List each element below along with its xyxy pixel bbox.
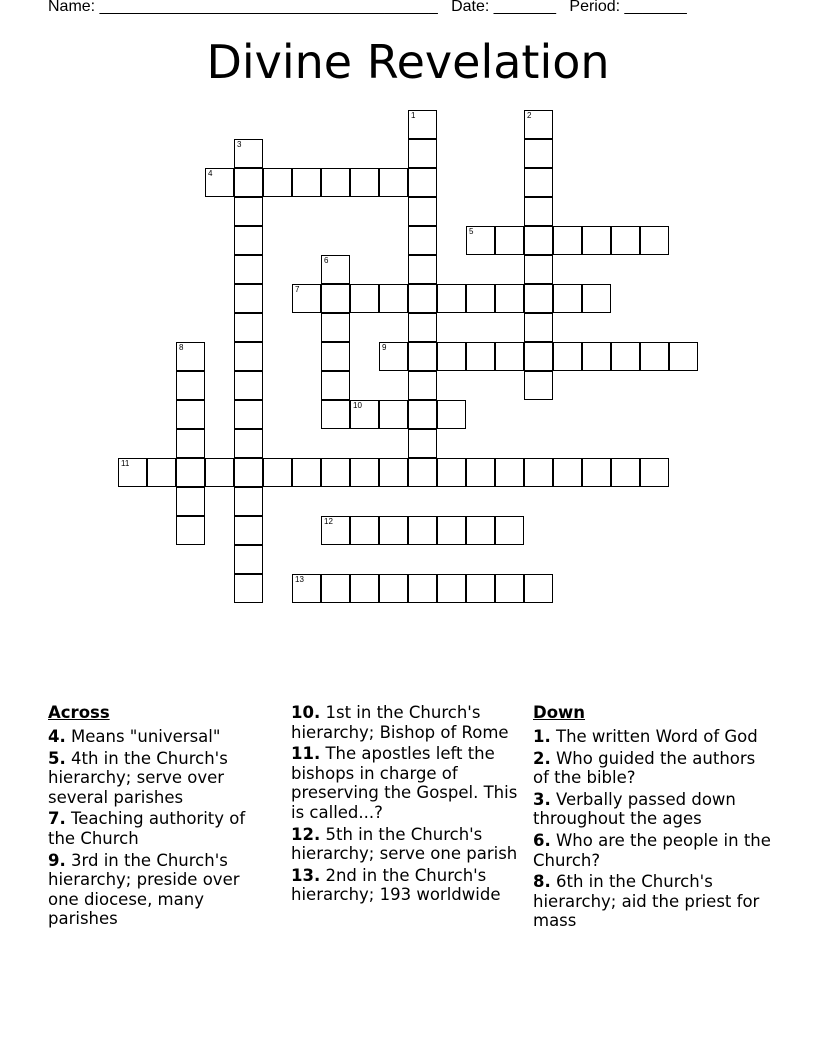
crossword-cell[interactable]: [321, 458, 350, 487]
crossword-cell[interactable]: [524, 226, 553, 255]
down-clue-text: Verbally passed down throughout the ages: [533, 789, 736, 829]
across-heading: Across: [48, 703, 110, 722]
crossword-cell[interactable]: [466, 516, 495, 545]
across-clue: [48, 727, 273, 747]
clue-number: 2: [527, 111, 532, 120]
across-clue-list-1: [48, 727, 273, 929]
crossword-cell[interactable]: [495, 458, 524, 487]
crossword-cell[interactable]: [640, 342, 669, 371]
across-clue-text: Means "universal": [65, 727, 221, 746]
crossword-cell[interactable]: [408, 371, 437, 400]
crossword-cell[interactable]: [408, 110, 437, 139]
crossword-cell[interactable]: [379, 168, 408, 197]
down-clue-text: Who guided the authors of the bible?: [533, 748, 756, 788]
crossword-cell[interactable]: [205, 168, 234, 197]
crossword-cell[interactable]: [234, 429, 263, 458]
crossword-cell[interactable]: [379, 516, 408, 545]
crossword-cell[interactable]: [176, 371, 205, 400]
clue-number: 7: [295, 285, 300, 294]
crossword-cell[interactable]: [669, 342, 698, 371]
name-field-label[interactable]: Name: ______________________________________: [48, 0, 438, 15]
crossword-cell[interactable]: [408, 574, 437, 603]
crossword-cell[interactable]: [321, 574, 350, 603]
crossword-cell[interactable]: [321, 313, 350, 342]
crossword-cell[interactable]: [350, 516, 379, 545]
across-clues-column-continued: [291, 703, 526, 907]
crossword-cell[interactable]: [524, 342, 553, 371]
down-clue-number: 6.: [533, 830, 551, 850]
crossword-cell[interactable]: [582, 458, 611, 487]
crossword-cell[interactable]: [379, 284, 408, 313]
crossword-cell[interactable]: [176, 429, 205, 458]
crossword-cell[interactable]: [176, 458, 205, 487]
across-clue-text: 3rd in the Church's hierarchy; preside over one diocese, many parishes: [48, 850, 240, 929]
crossword-cell[interactable]: [408, 226, 437, 255]
across-clue-text: 5th in the Church's hierarchy; serve one parish: [291, 824, 518, 864]
crossword-cell[interactable]: [437, 574, 466, 603]
crossword-cell[interactable]: [234, 516, 263, 545]
crossword-cell[interactable]: [466, 284, 495, 313]
clue-number: 3: [237, 140, 242, 149]
crossword-cell[interactable]: [234, 284, 263, 313]
crossword-cell[interactable]: [147, 458, 176, 487]
across-clue-text: 4th in the Church's hierarchy; serve over several parishes: [48, 748, 228, 807]
crossword-cell[interactable]: [292, 458, 321, 487]
crossword-cell[interactable]: [234, 313, 263, 342]
crossword-cell[interactable]: [408, 168, 437, 197]
down-clue-list: [533, 727, 773, 931]
crossword-cell[interactable]: [408, 458, 437, 487]
crossword-cell[interactable]: [292, 168, 321, 197]
crossword-cell[interactable]: [321, 284, 350, 313]
clue-number: 1: [411, 111, 416, 120]
down-clue-number: 8.: [533, 872, 551, 892]
crossword-cell[interactable]: [321, 168, 350, 197]
crossword-cell[interactable]: [524, 574, 553, 603]
crossword-cell[interactable]: [176, 400, 205, 429]
crossword-cell[interactable]: [350, 284, 379, 313]
clue-number: 5: [469, 227, 474, 236]
across-clue: [291, 744, 526, 822]
crossword-cell[interactable]: [234, 458, 263, 487]
crossword-cell[interactable]: [234, 342, 263, 371]
crossword-cell[interactable]: [321, 371, 350, 400]
down-clue: [533, 790, 773, 829]
across-clue: [291, 825, 526, 864]
across-clue-number: 7.: [48, 809, 66, 829]
crossword-cell[interactable]: [350, 168, 379, 197]
crossword-cell[interactable]: [292, 574, 321, 603]
down-clue-number: 1.: [533, 727, 551, 746]
crossword-cell[interactable]: [263, 458, 292, 487]
crossword-cell[interactable]: [176, 342, 205, 371]
across-clue-number: 9.: [48, 850, 66, 870]
down-clue: [533, 749, 773, 788]
crossword-cell[interactable]: [437, 516, 466, 545]
down-clue-text: 6th in the Church's hierarchy; aid the priest for mass: [533, 872, 760, 931]
crossword-cell[interactable]: [437, 400, 466, 429]
clue-number: 4: [208, 169, 213, 178]
crossword-cell[interactable]: [350, 458, 379, 487]
crossword-cell[interactable]: [553, 342, 582, 371]
crossword-cell[interactable]: [205, 458, 234, 487]
crossword-cell[interactable]: [321, 255, 350, 284]
crossword-cell[interactable]: [582, 226, 611, 255]
across-clue-text: 2nd in the Church's hierarchy; 193 worldwide: [291, 865, 501, 905]
crossword-cell[interactable]: [263, 168, 292, 197]
crossword-cell[interactable]: [176, 516, 205, 545]
crossword-cell[interactable]: [640, 226, 669, 255]
crossword-cell[interactable]: [524, 255, 553, 284]
across-clue: [48, 809, 273, 848]
crossword-cell[interactable]: [408, 139, 437, 168]
across-clue: [291, 866, 526, 905]
crossword-cell[interactable]: [524, 139, 553, 168]
crossword-cell[interactable]: [408, 255, 437, 284]
crossword-cell[interactable]: [234, 545, 263, 574]
across-clues-column: [48, 702, 273, 931]
down-clue: [533, 727, 773, 747]
across-clue-text: The apostles left the bishops in charge of preserving the Gospel. This is called...?: [291, 744, 518, 822]
clue-number: 6: [324, 256, 329, 265]
clue-number: 8: [179, 343, 184, 352]
across-clue: [48, 851, 273, 929]
crossword-cell[interactable]: [234, 197, 263, 226]
crossword-cell[interactable]: [495, 516, 524, 545]
crossword-cell[interactable]: [379, 574, 408, 603]
crossword-cell[interactable]: [321, 400, 350, 429]
crossword-cell[interactable]: [640, 458, 669, 487]
crossword-cell[interactable]: [234, 371, 263, 400]
down-clue-number: 3.: [533, 789, 551, 809]
across-clue-list-2: [291, 703, 526, 905]
crossword-cell[interactable]: [524, 458, 553, 487]
crossword-cell[interactable]: [466, 226, 495, 255]
crossword-cell[interactable]: [292, 284, 321, 313]
across-clue-number: 13.: [291, 865, 321, 885]
crossword-cell[interactable]: [524, 313, 553, 342]
clue-number: 13: [295, 575, 304, 584]
crossword-cell[interactable]: [379, 342, 408, 371]
crossword-cell[interactable]: [379, 400, 408, 429]
crossword-cell[interactable]: [234, 487, 263, 516]
page-title: Divine Revelation: [206, 35, 610, 89]
down-clue-text: Who are the people in the Church?: [533, 830, 771, 870]
down-clue-number: 2.: [533, 748, 551, 768]
crossword-cell[interactable]: [408, 400, 437, 429]
crossword-cell[interactable]: [495, 342, 524, 371]
crossword-cell[interactable]: [524, 110, 553, 139]
crossword-cell[interactable]: [350, 574, 379, 603]
across-clue-number: 5.: [48, 748, 66, 768]
crossword-cell[interactable]: [408, 284, 437, 313]
crossword-cell[interactable]: [321, 342, 350, 371]
crossword-cell[interactable]: [524, 284, 553, 313]
crossword-cell[interactable]: [437, 342, 466, 371]
crossword-cell[interactable]: [582, 342, 611, 371]
crossword-cell[interactable]: [611, 226, 640, 255]
crossword-cell[interactable]: [379, 458, 408, 487]
crossword-cell[interactable]: [495, 284, 524, 313]
crossword-cell[interactable]: [234, 168, 263, 197]
period-field-label[interactable]: Period: _______: [569, 0, 687, 15]
across-clue: [48, 749, 273, 808]
down-heading: Down: [533, 703, 586, 722]
across-clue: [291, 703, 526, 742]
crossword-cell[interactable]: [408, 313, 437, 342]
crossword-cell[interactable]: [437, 458, 466, 487]
down-clue: [533, 831, 773, 870]
crossword-cell[interactable]: [350, 400, 379, 429]
across-clue-number: 10.: [291, 703, 321, 722]
crossword-cell[interactable]: [176, 487, 205, 516]
across-clue-number: 12.: [291, 824, 321, 844]
crossword-cell[interactable]: [234, 226, 263, 255]
crossword-cell[interactable]: [611, 458, 640, 487]
crossword-cell[interactable]: [553, 284, 582, 313]
crossword-cell[interactable]: [524, 197, 553, 226]
crossword-cell[interactable]: [495, 574, 524, 603]
crossword-cell[interactable]: [524, 371, 553, 400]
crossword-cell[interactable]: [408, 516, 437, 545]
crossword-cell[interactable]: [466, 574, 495, 603]
crossword-cell[interactable]: [553, 458, 582, 487]
crossword-cell[interactable]: [118, 458, 147, 487]
crossword-cell[interactable]: [466, 342, 495, 371]
crossword-cell[interactable]: [234, 400, 263, 429]
across-clue-text: Teaching authority of the Church: [48, 809, 246, 848]
clue-number: 12: [324, 517, 333, 526]
down-clue-text: The written Word of God: [550, 727, 758, 746]
across-clue-number: 11.: [291, 744, 321, 764]
crossword-cell[interactable]: [234, 139, 263, 168]
crossword-cell[interactable]: [234, 255, 263, 284]
crossword-cell[interactable]: [321, 516, 350, 545]
crossword-cell[interactable]: [524, 168, 553, 197]
crossword-cell[interactable]: [408, 429, 437, 458]
crossword-cell[interactable]: [408, 342, 437, 371]
clue-number: 10: [353, 401, 362, 410]
crossword-cell[interactable]: [582, 284, 611, 313]
across-clue-number: 4.: [48, 727, 66, 746]
down-clues-column: [533, 702, 773, 933]
crossword-cell[interactable]: [611, 342, 640, 371]
clue-number: 9: [382, 343, 387, 352]
clue-number: 11: [121, 459, 130, 468]
date-field-label[interactable]: Date: _______: [451, 0, 557, 15]
crossword-cell[interactable]: [437, 284, 466, 313]
crossword-cell[interactable]: [466, 458, 495, 487]
crossword-cell[interactable]: [495, 226, 524, 255]
across-clue-text: 1st in the Church's hierarchy; Bishop of Rome: [291, 703, 509, 742]
crossword-cell[interactable]: [234, 574, 263, 603]
crossword-cell[interactable]: [408, 197, 437, 226]
crossword-cell[interactable]: [553, 226, 582, 255]
down-clue: [533, 872, 773, 931]
